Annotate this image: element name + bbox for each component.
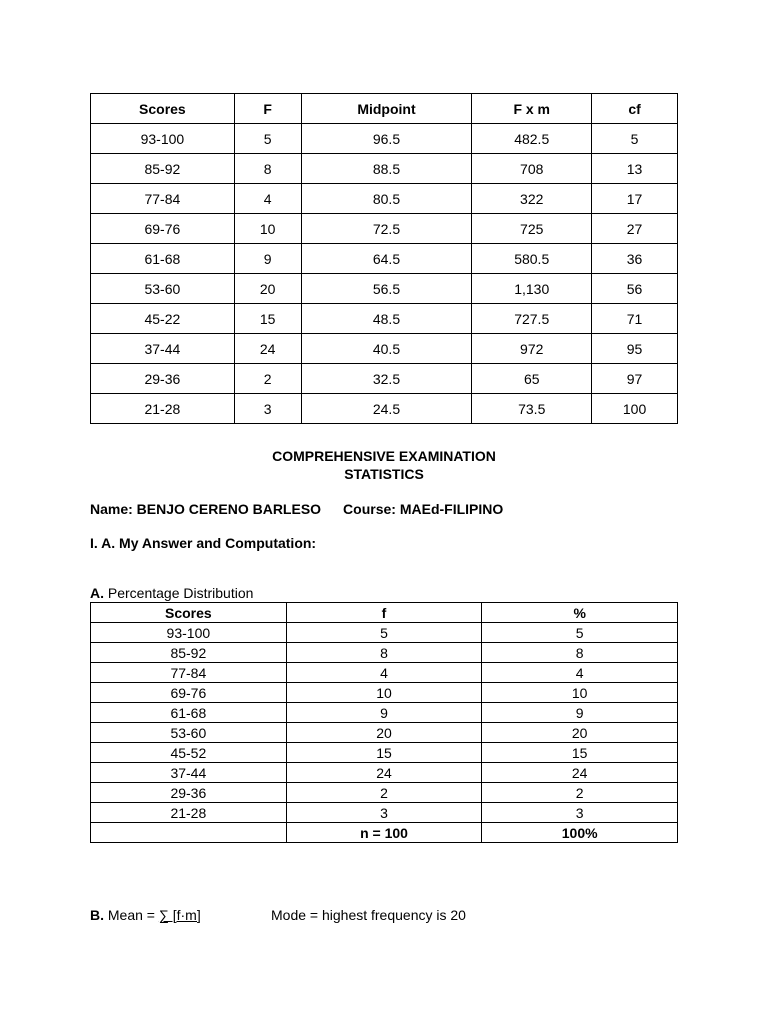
- table-row: [91, 304, 678, 334]
- table-cell: 727.5: [472, 304, 592, 334]
- table-cell: 4: [286, 663, 482, 683]
- table-cell: 32.5: [301, 364, 472, 394]
- table-row: [91, 643, 678, 663]
- table-cell: 29-36: [91, 783, 287, 803]
- table-cell: 9: [286, 703, 482, 723]
- table-cell: 48.5: [301, 304, 472, 334]
- table-cell: 72.5: [301, 214, 472, 244]
- table-row: [91, 723, 678, 743]
- table-cell: 100: [592, 394, 678, 424]
- table-cell: 5: [234, 124, 301, 154]
- table-cell: 24.5: [301, 394, 472, 424]
- table-cell: 93-100: [91, 124, 235, 154]
- table-row: [91, 663, 678, 683]
- table-row: [91, 244, 678, 274]
- table-row: [91, 763, 678, 783]
- table-cell: 61-68: [91, 244, 235, 274]
- total-frequency: n = 100: [286, 823, 482, 843]
- mean-label: Mean =: [104, 907, 159, 923]
- column-header: %: [482, 603, 678, 623]
- table-cell: 56: [592, 274, 678, 304]
- table-cell: 88.5: [301, 154, 472, 184]
- table-cell: 93-100: [91, 623, 287, 643]
- table-cell: 5: [482, 623, 678, 643]
- table-cell: 2: [286, 783, 482, 803]
- table-cell: 85-92: [91, 643, 287, 663]
- table-row: [91, 184, 678, 214]
- table-row: [91, 394, 678, 424]
- table-cell: 21-28: [91, 394, 235, 424]
- table-cell: 10: [286, 683, 482, 703]
- table-cell: 24: [234, 334, 301, 364]
- table-cell: 20: [286, 723, 482, 743]
- totals-row: [91, 823, 678, 843]
- total-percent: 100%: [482, 823, 678, 843]
- table-row: [91, 683, 678, 703]
- table-cell: 61-68: [91, 703, 287, 723]
- column-header: Scores: [91, 94, 235, 124]
- percentage-distribution-table: [90, 602, 678, 843]
- table-cell: 20: [234, 274, 301, 304]
- table-row: [91, 154, 678, 184]
- table-cell: 9: [482, 703, 678, 723]
- table-row: [91, 214, 678, 244]
- table-cell: 580.5: [472, 244, 592, 274]
- mode-statement: Mode = highest frequency is 20: [271, 907, 466, 923]
- table-cell: 40.5: [301, 334, 472, 364]
- document-subtitle: STATISTICS: [344, 466, 424, 482]
- table-cell: 5: [286, 623, 482, 643]
- frequency-table: [90, 93, 678, 424]
- table-cell: 27: [592, 214, 678, 244]
- table-cell: 1,130: [472, 274, 592, 304]
- section-label: A.: [90, 585, 104, 601]
- column-header: f: [286, 603, 482, 623]
- table-cell: 2: [482, 783, 678, 803]
- mean-formula: [90, 907, 201, 923]
- table-cell: 96.5: [301, 124, 472, 154]
- table-row: [91, 334, 678, 364]
- table-row: [91, 803, 678, 823]
- table-cell: 69-76: [91, 214, 235, 244]
- table-cell: 8: [234, 154, 301, 184]
- table-cell: 73.5: [472, 394, 592, 424]
- section-label: B.: [90, 907, 104, 923]
- table-cell: 21-28: [91, 803, 287, 823]
- column-header: Midpoint: [301, 94, 472, 124]
- table-cell: 13: [592, 154, 678, 184]
- section-title: I. A. My Answer and Computation:: [90, 535, 317, 551]
- table-cell: 97: [592, 364, 678, 394]
- table-cell: 10: [234, 214, 301, 244]
- table-row: [91, 274, 678, 304]
- table-cell: 95: [592, 334, 678, 364]
- document-title: COMPREHENSIVE EXAMINATION: [272, 448, 496, 464]
- table-cell: 8: [482, 643, 678, 663]
- table-cell: 725: [472, 214, 592, 244]
- table-row: [91, 623, 678, 643]
- percentage-distribution-title: [90, 585, 253, 601]
- table-cell: 15: [286, 743, 482, 763]
- column-header: Scores: [91, 603, 287, 623]
- table-cell: 24: [482, 763, 678, 783]
- table-cell: 972: [472, 334, 592, 364]
- table-cell: 322: [472, 184, 592, 214]
- table-cell: 53-60: [91, 723, 287, 743]
- table-cell: 708: [472, 154, 592, 184]
- table-row: [91, 743, 678, 763]
- table-cell: 65: [472, 364, 592, 394]
- table-cell: 20: [482, 723, 678, 743]
- table-cell: 3: [482, 803, 678, 823]
- table-cell: 24: [286, 763, 482, 783]
- table-row: [91, 364, 678, 394]
- table-row: [91, 703, 678, 723]
- table-cell: 56.5: [301, 274, 472, 304]
- section-caption: Percentage Distribution: [104, 585, 254, 601]
- table-cell: 80.5: [301, 184, 472, 214]
- table-cell: 3: [286, 803, 482, 823]
- table-row: [91, 783, 678, 803]
- table-header-row: [91, 603, 678, 623]
- table-cell: 77-84: [91, 663, 287, 683]
- table-cell: 4: [482, 663, 678, 683]
- table-cell: 53-60: [91, 274, 235, 304]
- column-header: F: [234, 94, 301, 124]
- student-name: Name: BENJO CERENO BARLESO: [90, 501, 322, 517]
- table-cell: 45-52: [91, 743, 287, 763]
- table-cell: 69-76: [91, 683, 287, 703]
- table-cell: 85-92: [91, 154, 235, 184]
- table-cell: 45-22: [91, 304, 235, 334]
- table-header-row: [91, 94, 678, 124]
- table-cell: 15: [482, 743, 678, 763]
- table-cell: 482.5: [472, 124, 592, 154]
- table-cell: 5: [592, 124, 678, 154]
- table-row: [91, 124, 678, 154]
- table-cell: 77-84: [91, 184, 235, 214]
- table-cell: 4: [234, 184, 301, 214]
- table-cell: 15: [234, 304, 301, 334]
- table-cell: 64.5: [301, 244, 472, 274]
- table-cell: 8: [286, 643, 482, 663]
- table-cell: 29-36: [91, 364, 235, 394]
- table-cell: 37-44: [91, 763, 287, 783]
- table-cell: 36: [592, 244, 678, 274]
- column-header: cf: [592, 94, 678, 124]
- table-cell: [91, 823, 287, 843]
- student-course: Course: MAEd-FILIPINO: [343, 501, 504, 517]
- mean-numerator: ∑ [f·m]: [158, 907, 201, 923]
- table-cell: 37-44: [91, 334, 235, 364]
- table-cell: 3: [234, 394, 301, 424]
- table-cell: 2: [234, 364, 301, 394]
- table-cell: 10: [482, 683, 678, 703]
- table-cell: 71: [592, 304, 678, 334]
- column-header: F x m: [472, 94, 592, 124]
- student-info: [90, 501, 503, 517]
- table-cell: 9: [234, 244, 301, 274]
- table-cell: 17: [592, 184, 678, 214]
